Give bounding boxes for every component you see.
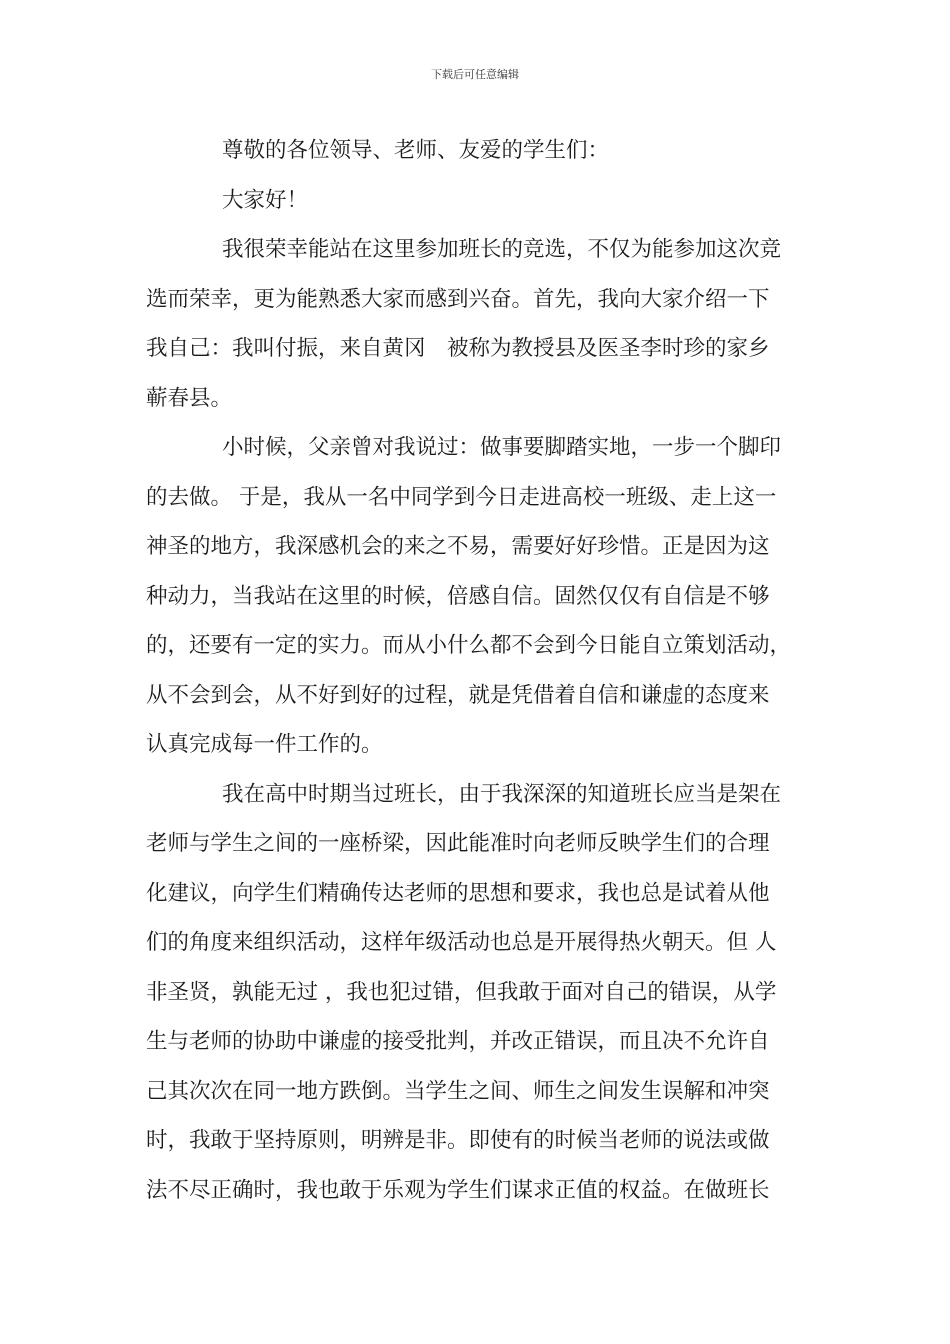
paragraph-line: 法不尽正确时，我也敢于乐观为学生们谋求正值的权益。在做班长 — [146, 1177, 770, 1203]
paragraph-line: 时，我敢于坚持原则，明辨是非。即使有的时候当老师的说法或做 — [146, 1128, 770, 1153]
paragraph-line: 小时候，父亲曾对我说过：做事要脚踏实地，一步一个脚印 — [222, 435, 782, 460]
paragraph-line: 的去做。 于是，我从一名中同学到今日走进高校一班级、走上这一 — [146, 484, 777, 510]
paragraph-line: 我在高中时期当过班长，由于我深深的知道班长应当是架在 — [222, 781, 782, 807]
paragraph-line: 己其次次在同一地方跌倒。当学生之间、师生之间发生误解和冲突 — [146, 1078, 770, 1104]
paragraph-line: 种动力，当我站在这里的时候，倍感自信。固然仅仅有自信是不够 — [146, 583, 770, 609]
paragraph-line: 从不会到会，从不好到好的过程，就是凭借着自信和谦虚的态度来 — [146, 682, 770, 708]
paragraph-line: 神圣的地方，我深感机会的来之不易，需要好好珍惜。正是因为这 — [146, 534, 770, 559]
paragraph-line: 们的角度来组织活动，这样年级活动也总是开展得热火朝天。但 人 — [146, 930, 777, 955]
document-body — [146, 126, 806, 1215]
header-note: 下载后可任意编辑 — [431, 68, 519, 81]
paragraph-line: 非圣贤，孰能无过 ，我也犯过错，但我敢于面对自己的错误，从学 — [146, 979, 777, 1005]
paragraph-line: 我自己：我叫付振，来自黄冈 被称为教授县及医圣李时珍的家乡 — [146, 336, 770, 361]
paragraph-line: 蕲春县。 — [146, 385, 233, 411]
paragraph-line: 生与老师的协助中谦虚的接受批判，并改正错误，而且决不允许自 — [146, 1029, 770, 1054]
greeting-line: 大家好！ — [222, 187, 309, 213]
salutation-line: 尊敬的各位领导、老师、友爱的学生们： — [222, 138, 610, 163]
paragraph-line: 老师与学生之间的一座桥梁，因此能准时向老师反映学生们的合理 — [146, 831, 770, 856]
paragraph-line: 选而荣幸，更为能熟悉大家而感到兴奋。首先，我向大家介绍一下 — [146, 286, 770, 312]
paragraph-line: 化建议，向学生们精确传达老师的思想和要求，我也总是试着从他 — [146, 880, 770, 906]
paragraph-line: 我很荣幸能站在这里参加班长的竞选，不仅为能参加这次竞 — [222, 237, 782, 262]
paragraph-line: 的，还要有一定的实力。而从小什么都不会到今日能自立策划活动， — [146, 633, 792, 658]
paragraph-line: 认真完成每一件工作的。 — [146, 732, 383, 757]
